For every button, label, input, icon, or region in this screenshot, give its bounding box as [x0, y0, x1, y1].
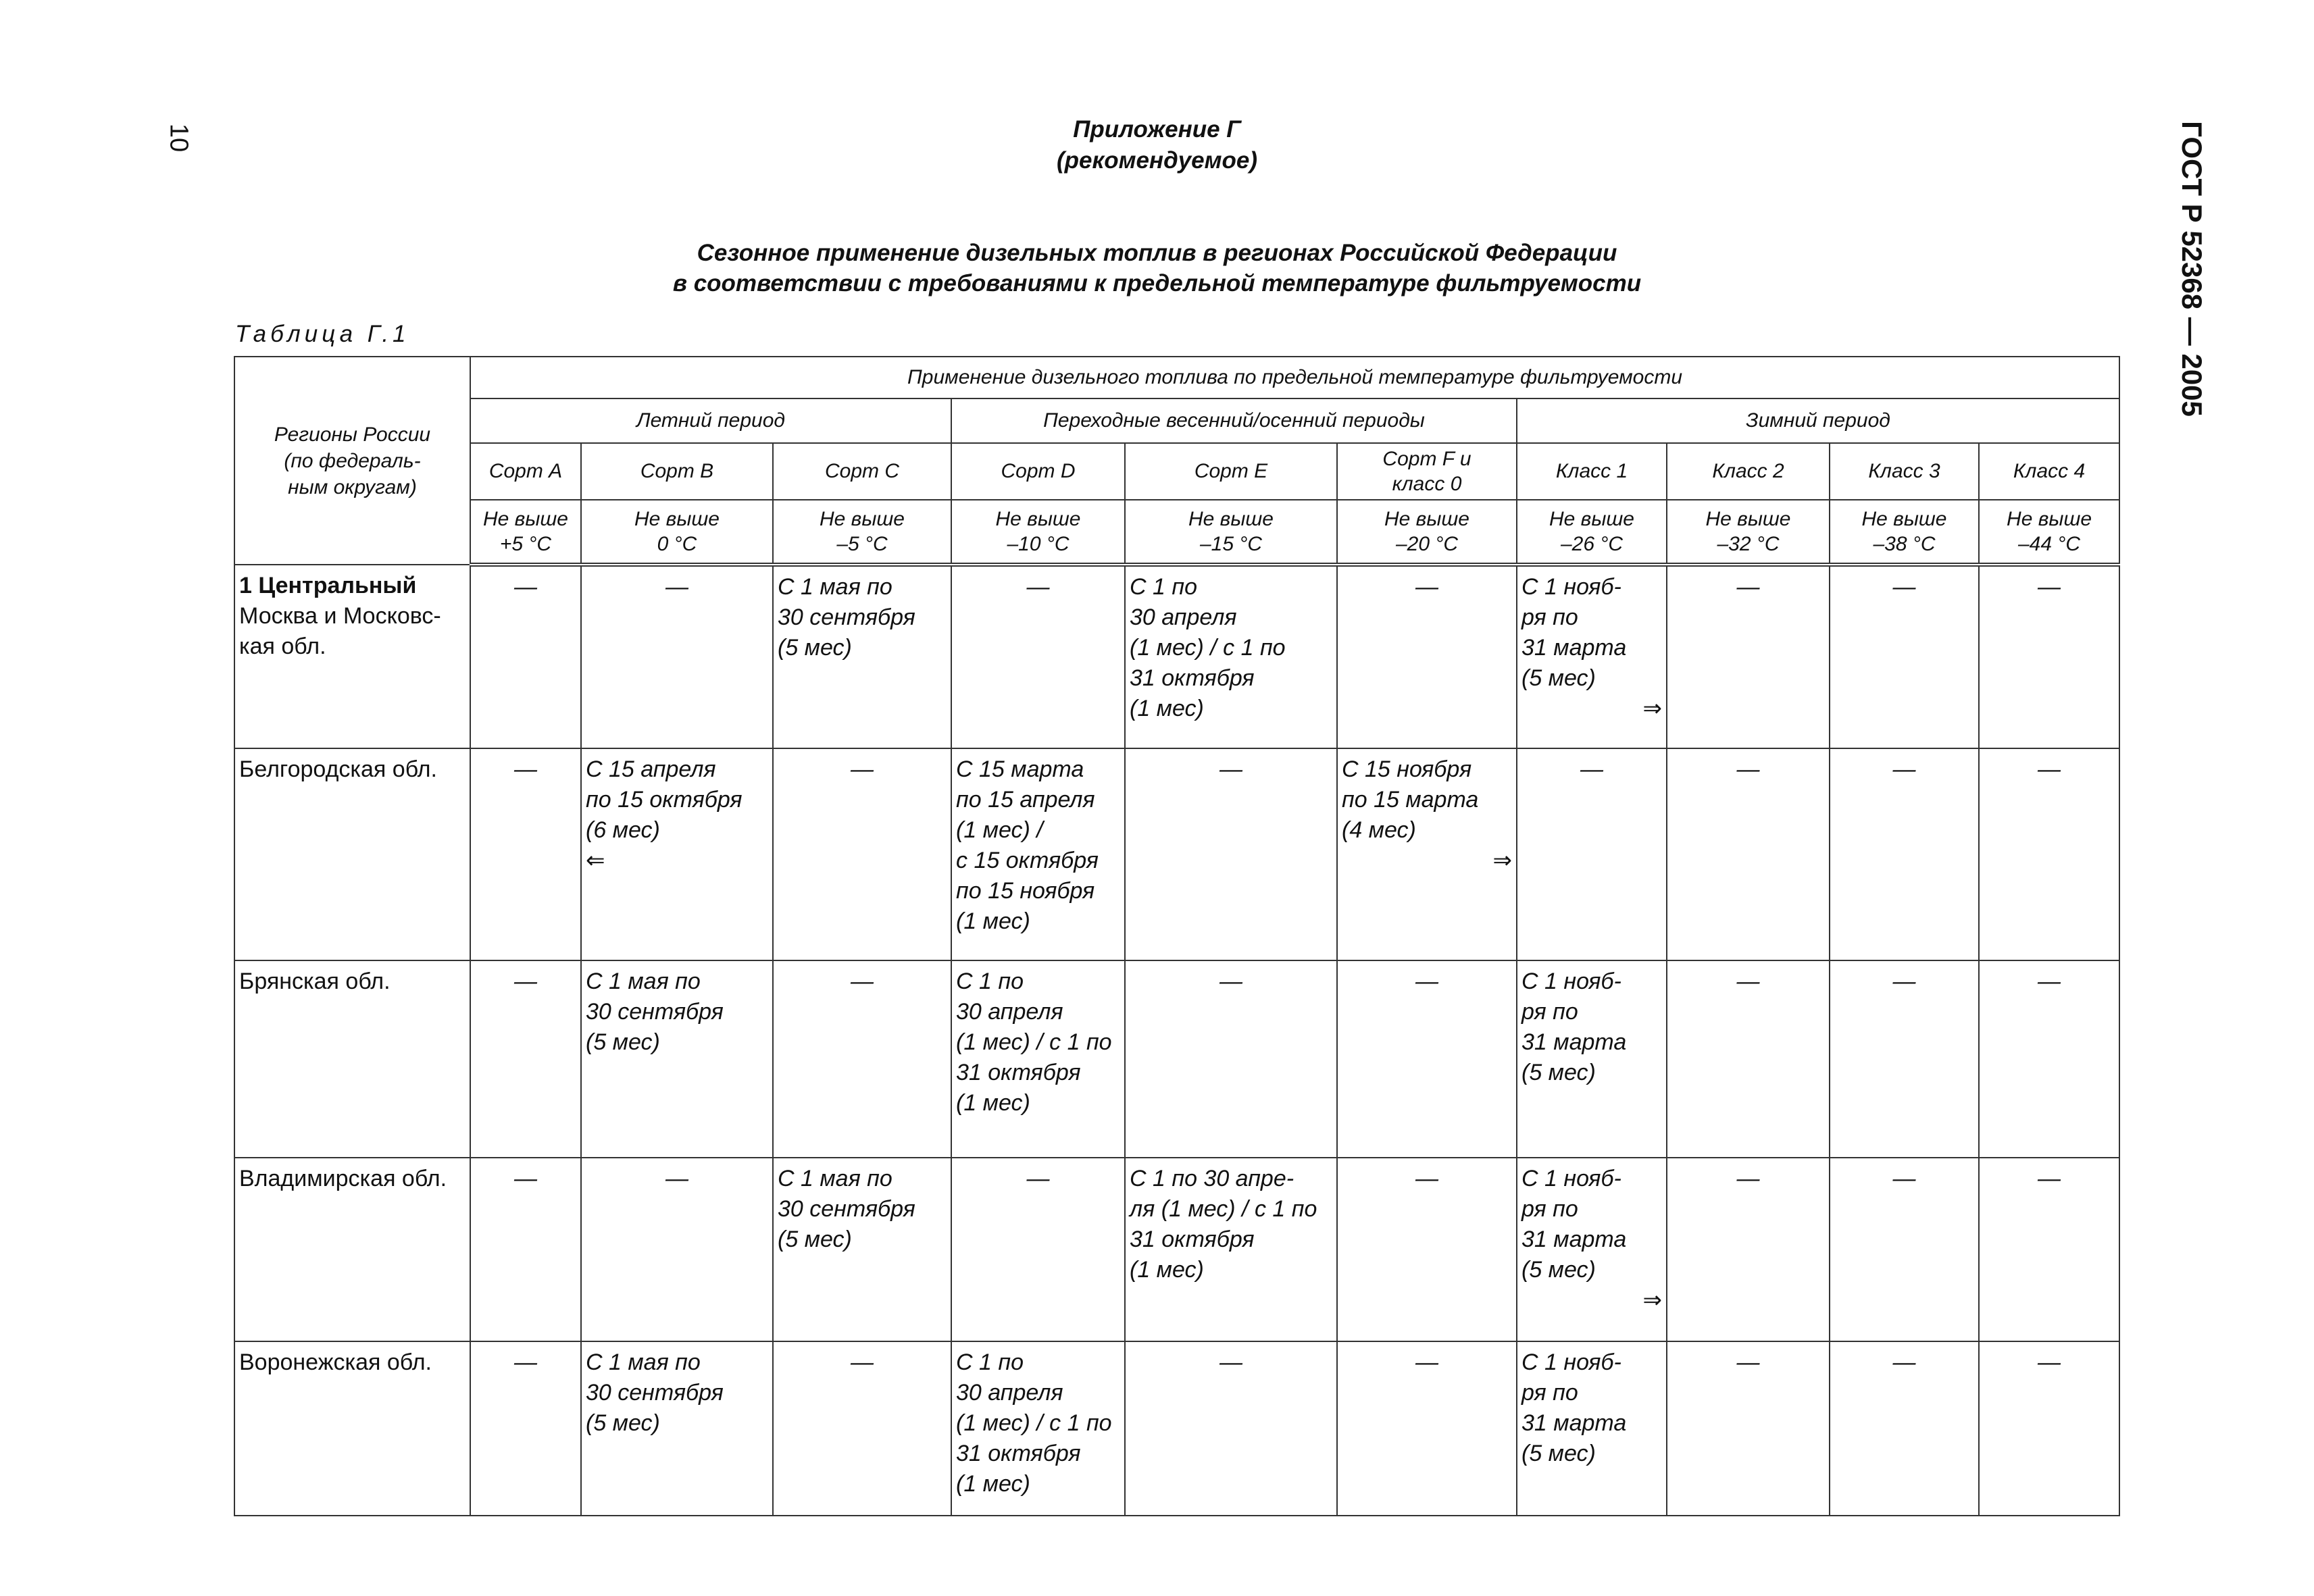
usage-period-text: —	[665, 574, 688, 600]
usage-period-cell	[581, 1341, 773, 1516]
usage-period-cell	[951, 565, 1125, 748]
usage-period-text: —	[1736, 574, 1760, 600]
usage-period-cell	[1517, 1158, 1667, 1341]
usage-period-cell	[1830, 1158, 1979, 1341]
usage-period-text: С 1 мая по 30 сентября (5 мес)	[778, 1166, 915, 1252]
usage-period-text: —	[1580, 756, 1603, 782]
region-cell	[234, 565, 470, 748]
region-name: Белгородская обл.	[239, 756, 437, 782]
right-arrow-icon: ⇒	[1642, 696, 1662, 721]
region-cell	[234, 1158, 470, 1341]
usage-period-text: —	[1736, 756, 1760, 782]
right-arrow-icon: ⇒	[1492, 848, 1512, 873]
grade-header: Сорт B	[581, 443, 773, 500]
region-cell	[234, 1341, 470, 1516]
winter-period-header: Зимний период	[1517, 398, 2119, 443]
grade-header: Сорт F и класс 0	[1337, 443, 1517, 500]
header-row-periods	[234, 398, 2119, 443]
table-row	[234, 748, 2119, 960]
usage-period-text: —	[1415, 574, 1438, 600]
usage-period-cell	[951, 1341, 1125, 1516]
usage-period-cell	[1979, 1341, 2119, 1516]
left-arrow-icon: ⇐	[586, 848, 605, 873]
temperature-limit-header: Не выше –15 °С	[1125, 500, 1337, 565]
table-label: Таблица Г.1	[235, 321, 410, 347]
temperature-limit-header: Не выше –38 °С	[1830, 500, 1979, 565]
usage-period-text: —	[514, 969, 537, 994]
usage-period-cell	[1517, 565, 1667, 748]
usage-period-cell	[1125, 1158, 1337, 1341]
usage-period-text: —	[1736, 1166, 1760, 1191]
usage-period-cell	[470, 1158, 581, 1341]
usage-period-text: —	[851, 969, 874, 994]
table-row	[234, 960, 2119, 1158]
usage-period-cell	[581, 960, 773, 1158]
fuel-season-table	[234, 356, 2120, 1516]
table-row	[234, 1158, 2119, 1341]
region-cell	[234, 748, 470, 960]
usage-period-text: —	[514, 1349, 537, 1375]
usage-period-cell	[773, 565, 951, 748]
usage-period-cell	[470, 748, 581, 960]
usage-period-text: С 1 нояб- ря по 31 марта (5 мес)	[1521, 574, 1627, 691]
usage-period-cell	[773, 1158, 951, 1341]
usage-period-text: —	[514, 574, 537, 600]
federal-district-name: 1 Центральный	[239, 573, 417, 598]
summer-period-header: Летний период	[470, 398, 951, 443]
region-name: Брянская обл.	[239, 969, 391, 994]
temperature-limit-header: Не выше –5 °С	[773, 500, 951, 565]
usage-period-cell	[1337, 1158, 1517, 1341]
grade-header: Сорт C	[773, 443, 951, 500]
usage-period-cell	[951, 960, 1125, 1158]
usage-period-text: С 1 по 30 апреля (1 мес) / с 1 по 31 октября (1 мес)	[956, 1349, 1112, 1497]
usage-period-text: —	[1415, 1166, 1438, 1191]
usage-period-cell	[581, 748, 773, 960]
usage-period-text: —	[1892, 969, 1916, 994]
usage-period-cell	[1979, 565, 2119, 748]
grade-header: Сорт D	[951, 443, 1125, 500]
usage-period-cell	[1979, 1158, 2119, 1341]
grade-header: Класс 1	[1517, 443, 1667, 500]
grade-header: Класс 3	[1830, 443, 1979, 500]
header-row-limits	[234, 500, 2119, 565]
usage-period-text: —	[514, 756, 537, 782]
usage-period-text: —	[1026, 1166, 1050, 1191]
usage-period-cell	[1979, 748, 2119, 960]
usage-period-text: —	[1892, 756, 1916, 782]
usage-period-cell	[1337, 565, 1517, 748]
temperature-limit-header: Не выше –44 °С	[1979, 500, 2119, 565]
grade-header: Сорт A	[470, 443, 581, 500]
usage-period-text: С 1 мая по 30 сентября (5 мес)	[586, 1349, 724, 1436]
usage-period-cell	[1830, 960, 1979, 1158]
region-name: Владимирская обл.	[239, 1166, 447, 1191]
usage-period-cell	[1667, 748, 1830, 960]
usage-period-cell	[1337, 1341, 1517, 1516]
usage-period-text: —	[1415, 1349, 1438, 1375]
usage-period-text: С 1 по 30 апре- ля (1 мес) / с 1 по 31 октября (1 мес)	[1130, 1166, 1317, 1283]
usage-period-cell	[1125, 960, 1337, 1158]
usage-period-cell	[1125, 748, 1337, 960]
usage-period-cell	[1125, 565, 1337, 748]
usage-period-cell	[581, 1158, 773, 1341]
usage-period-cell	[773, 960, 951, 1158]
usage-period-text: —	[665, 1166, 688, 1191]
usage-period-cell	[1337, 960, 1517, 1158]
usage-period-cell	[1667, 1158, 1830, 1341]
header-row-main	[234, 357, 2119, 398]
appendix-status: (рекомендуемое)	[1056, 147, 1258, 174]
usage-period-cell	[951, 1158, 1125, 1341]
table-row	[234, 565, 2119, 748]
usage-period-text: С 1 нояб- ря по 31 марта (5 мес)	[1521, 1349, 1627, 1466]
usage-period-text: —	[851, 756, 874, 782]
usage-period-text: С 15 апреля по 15 октября (6 мес)	[586, 756, 743, 843]
usage-period-text: —	[1736, 969, 1760, 994]
usage-period-text: С 1 мая по 30 сентября (5 мес)	[586, 969, 724, 1055]
table-body	[234, 565, 2119, 1516]
usage-period-cell	[1125, 1341, 1337, 1516]
region-header-text: Регионы России (по федераль- ным округам)	[274, 423, 431, 498]
temperature-limit-header: Не выше –20 °С	[1337, 500, 1517, 565]
usage-period-text: —	[1219, 756, 1242, 782]
usage-period-cell	[1337, 748, 1517, 960]
usage-period-cell	[1667, 1341, 1830, 1516]
temperature-limit-header: Не выше +5 °С	[470, 500, 581, 565]
region-name: Воронежская обл.	[239, 1349, 432, 1375]
usage-period-text: —	[1415, 969, 1438, 994]
usage-period-cell	[1517, 748, 1667, 960]
usage-period-cell	[951, 748, 1125, 960]
appendix-title: Приложение Г	[1073, 116, 1241, 143]
table-caption-line-2: в соответствии с требованиями к предельной температуре фильтруемости	[672, 270, 1642, 297]
transition-period-header: Переходные весенний/осенний периоды	[951, 398, 1517, 443]
region-name: Москва и Московс- кая обл.	[239, 603, 441, 659]
header-row-grades	[234, 443, 2119, 500]
usage-period-text: С 15 ноября по 15 марта (4 мес)	[1342, 756, 1479, 843]
usage-period-cell	[773, 1341, 951, 1516]
grade-header: Класс 2	[1667, 443, 1830, 500]
usage-period-text: —	[514, 1166, 537, 1191]
usage-period-text: —	[1736, 1349, 1760, 1375]
right-arrow-icon: ⇒	[1642, 1287, 1662, 1313]
usage-period-cell	[1517, 960, 1667, 1158]
usage-period-cell	[1667, 565, 1830, 748]
usage-period-text: —	[2038, 1166, 2061, 1191]
usage-period-text: —	[2038, 574, 2061, 600]
usage-period-text: —	[2038, 1349, 2061, 1375]
usage-period-text: —	[1219, 1349, 1242, 1375]
usage-period-text: С 1 по 30 апреля (1 мес) / с 1 по 31 октября (1 мес)	[956, 969, 1112, 1116]
usage-period-text: —	[1892, 1166, 1916, 1191]
usage-period-cell	[1830, 748, 1979, 960]
usage-period-text: —	[2038, 756, 2061, 782]
usage-period-text: —	[851, 1349, 874, 1375]
usage-period-cell	[1830, 565, 1979, 748]
usage-period-text: С 1 по 30 апреля (1 мес) / с 1 по 31 октября (1 мес)	[1130, 574, 1286, 721]
grade-header: Сорт E	[1125, 443, 1337, 500]
usage-period-text: С 1 нояб- ря по 31 марта (5 мес)	[1521, 1166, 1627, 1283]
usage-period-cell	[470, 565, 581, 748]
usage-period-cell	[470, 1341, 581, 1516]
usage-period-text: С 1 мая по 30 сентября (5 мес)	[778, 574, 915, 661]
grade-header: Класс 4	[1979, 443, 2119, 500]
usage-period-cell	[470, 960, 581, 1158]
main-column-header: Применение дизельного топлива по предельной температуре фильтруемости	[470, 357, 2119, 398]
usage-period-text: С 15 марта по 15 апреля (1 мес) / с 15 октября по 15 ноября (1 мес)	[956, 756, 1099, 934]
usage-period-text: —	[2038, 969, 2061, 994]
usage-period-cell	[581, 565, 773, 748]
region-cell	[234, 960, 470, 1158]
usage-period-text: —	[1219, 969, 1242, 994]
usage-period-text: —	[1892, 1349, 1916, 1375]
page-number: 10	[164, 123, 193, 153]
temperature-limit-header: Не выше 0 °С	[581, 500, 773, 565]
table-caption-line-1: Сезонное применение дизельных топлив в регионах Российской Федерации	[697, 240, 1617, 266]
usage-period-cell	[1979, 960, 2119, 1158]
usage-period-cell	[773, 748, 951, 960]
usage-period-cell	[1667, 960, 1830, 1158]
temperature-limit-header: Не выше –26 °С	[1517, 500, 1667, 565]
temperature-limit-header: Не выше –10 °С	[951, 500, 1125, 565]
region-column-header	[234, 357, 470, 565]
table-row	[234, 1341, 2119, 1516]
standard-code: ГОСТ Р 52368 — 2005	[2176, 121, 2208, 417]
temperature-limit-header: Не выше –32 °С	[1667, 500, 1830, 565]
usage-period-cell	[1517, 1341, 1667, 1516]
usage-period-text: С 1 нояб- ря по 31 марта (5 мес)	[1521, 969, 1627, 1085]
usage-period-text: —	[1892, 574, 1916, 600]
usage-period-cell	[1830, 1341, 1979, 1516]
usage-period-text: —	[1026, 574, 1050, 600]
